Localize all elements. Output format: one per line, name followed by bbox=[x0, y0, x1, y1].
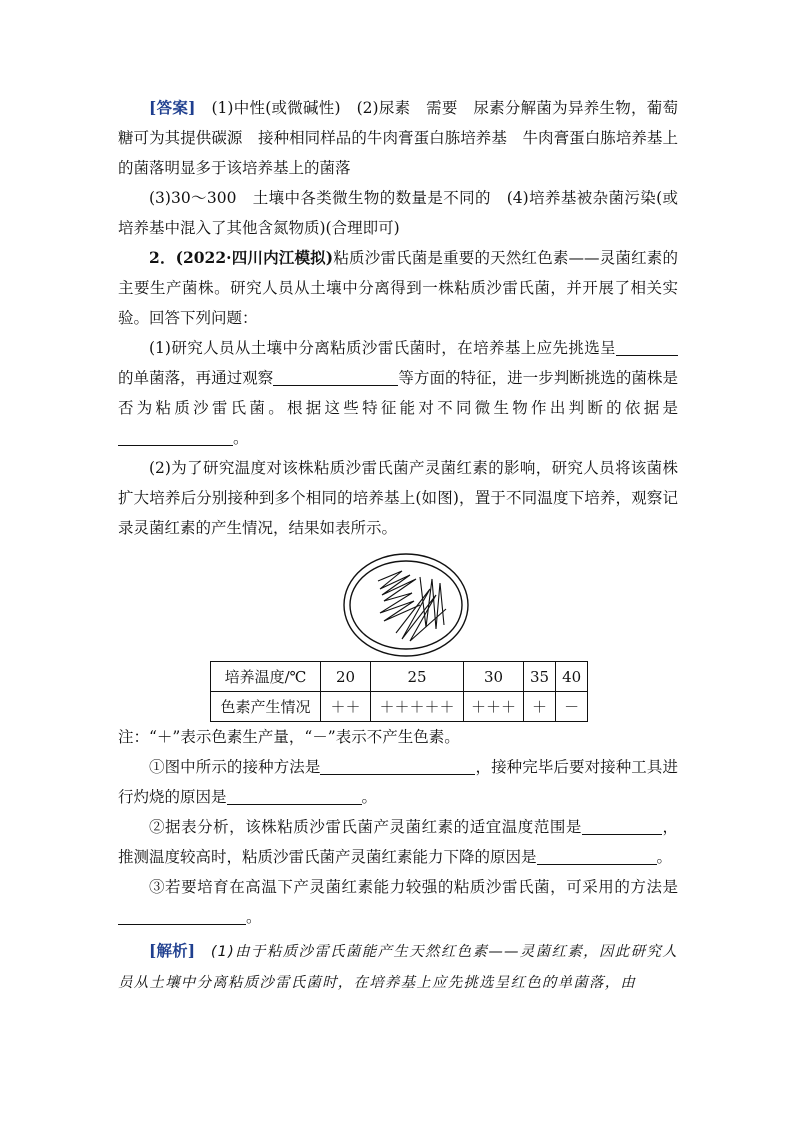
s2-text-a: ②据表分析，该株粘质沙雷氏菌产灵菌红素的适宜温度范围是 bbox=[149, 818, 582, 836]
answer-blank-inoculation-method[interactable] bbox=[320, 756, 475, 775]
table-row bbox=[211, 662, 588, 692]
petri-dish-figure bbox=[118, 543, 678, 661]
answer-paragraph-2 bbox=[118, 183, 678, 243]
table-cell: － bbox=[556, 692, 588, 722]
analysis-tag: [解析] bbox=[149, 941, 196, 960]
streak-plate-image bbox=[340, 549, 472, 661]
subquestion-2-2 bbox=[118, 812, 678, 872]
subquestion-1-text-d: 。 bbox=[233, 429, 249, 447]
answer-blank-decline-reason[interactable] bbox=[537, 846, 657, 865]
analysis-text: (1)由于粘质沙雷氏菌能产生天然红色素——灵菌红素，因此研究人员从土壤中分离粘质沙雷氏菌时，在培养基上应先挑选呈红色的单菌落，由 bbox=[118, 944, 678, 991]
subquestion-2-1 bbox=[118, 752, 678, 812]
question-number: 2． bbox=[149, 248, 176, 267]
s2-text-b: ，推测温度较高时，粘质沙雷氏菌产灵菌红素能力下降的原因是 bbox=[118, 818, 678, 866]
answer-line-1: (1)中性(或微碱性) (2)尿素 需要 尿素分解菌为异养生物，葡萄糖可为其提供碳源 接种相同样品的牛肉膏蛋白胨培养基 牛肉膏蛋白胨培养基上的菌落明显多于该培养基上的菌落 bbox=[118, 99, 678, 177]
table-header-temperature: 培养温度/℃ bbox=[211, 662, 321, 692]
answer-blank-colony-color[interactable] bbox=[616, 337, 678, 356]
analysis-paragraph bbox=[118, 936, 678, 998]
table-note: 注：“＋”表示色素生产量，“－”表示不产生色素。 bbox=[118, 728, 460, 746]
question-source: (2022·四川内江模拟) bbox=[175, 248, 334, 267]
table-header-pigment: 色素产生情况 bbox=[211, 692, 321, 722]
temperature-table bbox=[210, 661, 588, 722]
subquestion-2: (2)为了研究温度对该株粘质沙雷氏菌产灵菌红素的影响，研究人员将该菌株扩大培养后分别接种到多个相同的培养基上(如图)，置于不同温度下培养，观察记录灵菌红素的产生情况，结果如表所示。 bbox=[118, 459, 678, 537]
table-cell: 25 bbox=[371, 662, 464, 692]
table-cell: ＋＋＋ bbox=[464, 692, 524, 722]
question-stem-text: 粘质沙雷氏菌是重要的天然红色素——灵菌红素的主要生产菌株。研究人员从土壤中分离得到一株粘质沙雷氏菌，并开展了相关实验。回答下列问题： bbox=[118, 249, 678, 327]
subquestion-2-3 bbox=[118, 872, 678, 932]
s1-text-c: 。 bbox=[361, 788, 378, 806]
s3-text-b: 。 bbox=[246, 908, 262, 926]
answer-line-2: (3)30～300 土壤中各类微生物的数量是不同的 (4)培养基被杂菌污染(或培养基中混入了其他含氮物质)(合理即可) bbox=[118, 189, 678, 237]
answer-paragraph bbox=[118, 93, 678, 183]
table-cell: 40 bbox=[556, 662, 588, 692]
document-page bbox=[118, 93, 678, 998]
question-stem bbox=[118, 243, 678, 333]
table-row bbox=[211, 692, 588, 722]
subquestion-1-text-b: 的单菌落，再通过观察 bbox=[118, 369, 274, 387]
table-cell: ＋＋ bbox=[321, 692, 371, 722]
s1-text-b: ，接种完毕后要对接种工具进行灼烧的原因是 bbox=[118, 758, 678, 806]
answer-blank-judgment-basis[interactable] bbox=[118, 427, 233, 446]
table-cell: 30 bbox=[464, 662, 524, 692]
answer-blank-temperature-range[interactable] bbox=[582, 816, 662, 835]
table-cell: 35 bbox=[524, 662, 556, 692]
answer-blank-breeding-method[interactable] bbox=[118, 906, 246, 925]
answer-tag: [答案] bbox=[149, 98, 196, 117]
subquestion-1 bbox=[118, 333, 678, 453]
answer-blank-observed-features[interactable] bbox=[273, 367, 398, 386]
answer-blank-burning-reason[interactable] bbox=[227, 786, 362, 805]
subquestion-1-text-a: (1)研究人员从土壤中分离粘质沙雷氏菌时，在培养基上应先挑选呈 bbox=[149, 339, 616, 357]
s2-text-c: 。 bbox=[656, 848, 673, 866]
table-cell: 20 bbox=[321, 662, 371, 692]
table-cell: ＋ bbox=[524, 692, 556, 722]
table-cell: ＋＋＋＋＋ bbox=[371, 692, 464, 722]
s3-text-a: ③若要培育在高温下产灵菌红素能力较强的粘质沙雷氏菌，可采用的方法是 bbox=[149, 878, 678, 896]
subquestion-1-text-c: 等方面的特征，进一步判断挑选的菌株是否为粘质沙雷氏菌。根据这些特征能对不同微生物作出判断的依据是 bbox=[118, 369, 678, 417]
s1-text-a: ①图中所示的接种方法是 bbox=[149, 758, 321, 776]
